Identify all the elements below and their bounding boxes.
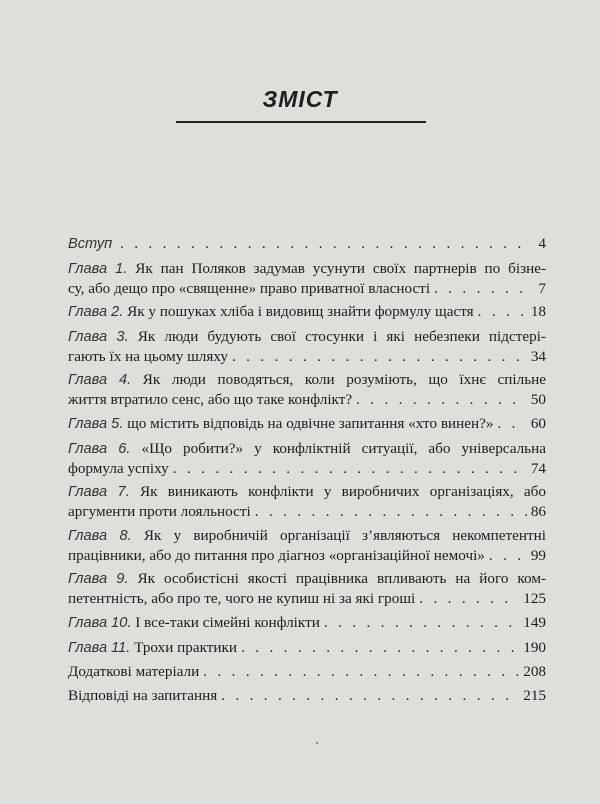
entry-last-line [68, 662, 546, 681]
toc-entry[interactable] [68, 370, 546, 409]
toc-entry[interactable] [68, 234, 546, 254]
entry-text: Трохи практики [134, 638, 238, 656]
entry-text: формула успіху [68, 459, 169, 477]
dot-leader [241, 638, 519, 657]
entry-text: Як люди поводяться, коли розуміють, що їхнє спільне [142, 371, 546, 389]
toc-entry[interactable] [68, 569, 546, 608]
entry-last-line [68, 414, 546, 434]
dot-leader [221, 686, 519, 705]
entry-text: Як пан Поляков задумав усунути своїх партнерів по бізне- [135, 259, 547, 277]
page-number: 190 [523, 638, 546, 656]
entry-text: І все-таки сімейні конфлікти [135, 613, 320, 631]
page-number: 60 [530, 414, 546, 432]
page-number: 34 [530, 347, 546, 365]
dot-leader [356, 390, 527, 409]
entry-text: Відповіді на запитання [68, 686, 218, 704]
entry-last-line [68, 638, 546, 658]
dot-leader [120, 234, 532, 253]
toc-entry[interactable] [68, 439, 546, 478]
dot-leader [434, 279, 532, 298]
page-number: 99 [530, 546, 546, 564]
toc-entry[interactable] [68, 613, 546, 633]
page-title: ЗМІСТ [262, 86, 338, 112]
entry-last-line [68, 686, 546, 705]
toc-entry[interactable] [68, 638, 546, 658]
entry-text: Як у пошуках хліба і видовищ знайти формулу щастя [127, 303, 474, 321]
entry-line [68, 327, 546, 347]
entry-last-line [68, 279, 546, 298]
entry-text: Як у виробничій організації з’являються некомпетентні [143, 526, 546, 544]
toc-entry[interactable] [68, 526, 546, 565]
dot-leader [478, 302, 527, 321]
entry-text: аргументи проти лояльності [68, 503, 251, 521]
chapter-label: Глава 11. [68, 639, 131, 656]
chapter-label: Глава 10. [68, 614, 132, 631]
entry-text: «Що робити?» у конфліктній ситуації, або універсальна [141, 439, 546, 457]
entry-text: працівники, або до питання про діагноз «організаційної немочі» [68, 546, 485, 564]
dot-leader [232, 347, 527, 366]
chapter-label: Глава 4. [68, 372, 132, 389]
dot-leader [419, 589, 519, 608]
entry-line [68, 259, 546, 279]
toc-entry[interactable] [68, 482, 546, 521]
entry-last-line [68, 234, 546, 254]
page-number: 125 [523, 590, 546, 608]
entry-text: су, або дещо про «священне» право приватної власності [68, 279, 431, 297]
dot-leader [489, 546, 527, 565]
entry-text: Як особистісні якості працівника впливають на його ком- [137, 570, 546, 588]
toc-entry[interactable] [68, 302, 546, 322]
title-underline [176, 121, 426, 123]
chapter-label: Глава 9. [68, 571, 129, 588]
entry-text: що містить відповідь на одвічне запитання «хто винен?» [127, 414, 494, 432]
entry-line [68, 569, 546, 589]
dot-leader [255, 502, 527, 521]
entry-line [68, 526, 546, 546]
entry-last-line [68, 546, 546, 565]
page-speck [316, 742, 318, 744]
page-number: 215 [523, 686, 546, 704]
entry-line [68, 482, 546, 502]
chapter-label: Глава 2. [68, 304, 124, 321]
toc-entry[interactable] [68, 259, 546, 298]
toc-entry[interactable] [68, 327, 546, 366]
entry-last-line [68, 589, 546, 608]
entry-last-line [68, 459, 546, 478]
toc-entry[interactable] [68, 662, 546, 681]
chapter-label: Глава 1. [68, 260, 128, 277]
page-number: 7 [538, 279, 546, 297]
entry-last-line [68, 347, 546, 366]
page-number: 208 [523, 663, 546, 681]
page-number: 4 [538, 235, 546, 252]
page-number: 74 [530, 459, 546, 477]
entry-text: петентність, або про те, чого не купиш ні за які гроші [68, 590, 416, 608]
chapter-label: Глава 7. [68, 484, 130, 501]
page-number: 149 [523, 613, 546, 631]
chapter-label: Глава 8. [68, 527, 132, 544]
page-number: 18 [530, 303, 546, 321]
chapter-label: Глава 5. [68, 415, 124, 432]
page-number: 86 [530, 503, 546, 521]
entry-text: Як виникають конфлікти у виробничих організаціях, або [139, 483, 546, 501]
table-of-contents [68, 234, 546, 709]
entry-line [68, 439, 546, 459]
entry-text: Додаткові матеріали [68, 663, 200, 681]
entry-last-line [68, 302, 546, 322]
dot-leader [324, 613, 519, 632]
toc-entry[interactable] [68, 414, 546, 434]
chapter-label: Глава 6. [68, 440, 131, 457]
entry-last-line [68, 613, 546, 633]
chapter-label: Вступ [68, 236, 113, 252]
dot-leader [497, 414, 526, 433]
entry-text: Як люди будують свої стосунки і які небезпеки підстері- [137, 327, 546, 345]
dot-leader [203, 662, 519, 681]
entry-text: життя втратило сенс, або що таке конфлікт? [68, 391, 353, 409]
entry-last-line [68, 390, 546, 409]
toc-entry[interactable] [68, 686, 546, 705]
dot-leader [173, 459, 527, 478]
entry-text: гають їх на цьому шляху [68, 347, 228, 365]
entry-last-line [68, 502, 546, 521]
chapter-label: Глава 3. [68, 328, 129, 345]
entry-line [68, 370, 546, 390]
page-number: 50 [530, 391, 546, 409]
